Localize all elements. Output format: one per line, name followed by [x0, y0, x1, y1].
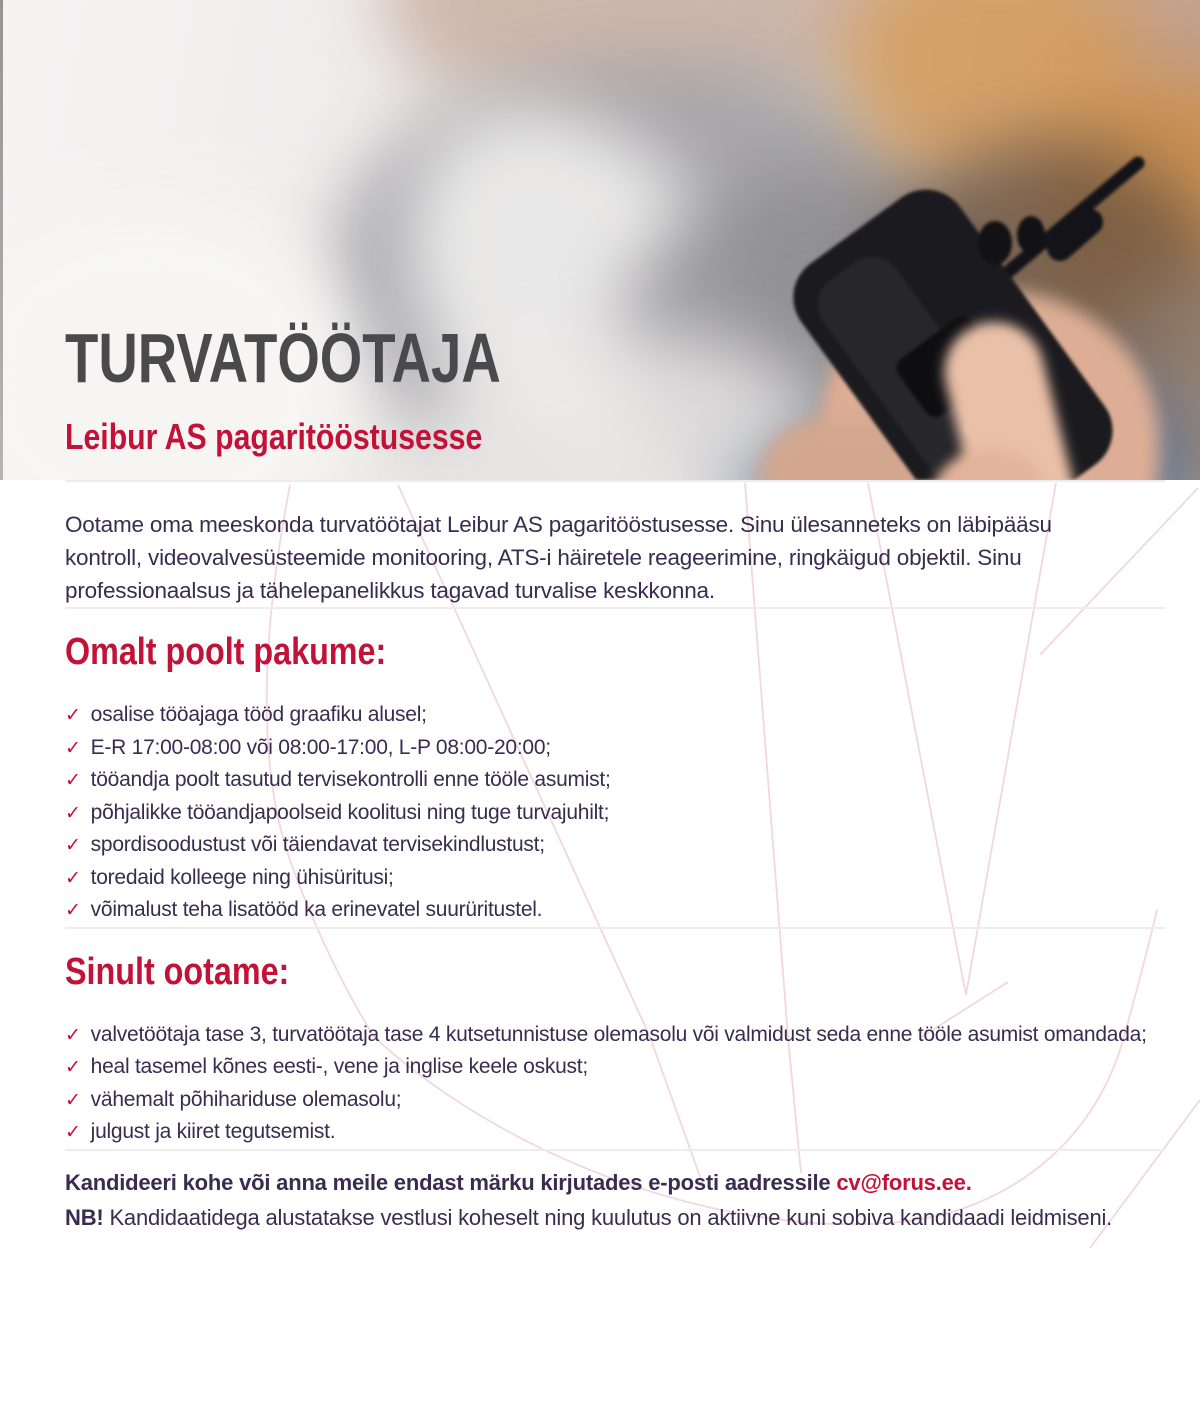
- section-divider: [65, 607, 1165, 609]
- list-item-text: tööandja poolt tasutud tervisekontrolli enne tööle asumist;: [90, 768, 611, 791]
- list-item: [65, 764, 1165, 797]
- intro-paragraph: [65, 508, 1165, 607]
- requirements-list: [65, 1019, 1165, 1149]
- check-icon: ✓: [65, 1024, 81, 1046]
- list-item-text: heal tasemel kõnes eesti-, vene ja inglise keele oskust;: [90, 1055, 588, 1078]
- page-subtitle: Leibur AS pagaritööstusesse: [65, 416, 483, 457]
- check-icon: ✓: [65, 802, 81, 824]
- check-icon: ✓: [65, 867, 81, 889]
- intro-line: professionaalsus ja tähelepanelikkus tagavad turvalise keskkonna.: [65, 578, 715, 603]
- list-item: [65, 862, 1165, 895]
- list-item-text: julgust ja kiiret tegutsemist.: [90, 1120, 336, 1143]
- check-icon: ✓: [65, 900, 81, 921]
- section-divider: [65, 480, 1165, 482]
- nb-text: Kandidaatidega alustatakse vestlusi koheselt ning kuulutus on aktiivne kuni sobiva kandidaadi leidmiseni.: [109, 1204, 1113, 1230]
- list-item-text: vähemalt põhihariduse olemasolu;: [90, 1087, 402, 1111]
- list-item: [65, 699, 1165, 732]
- section-heading-requirements: Sinult ootame:: [65, 950, 290, 993]
- hero-banner: [0, 0, 1200, 480]
- list-item-text: E-R 17:00-08:00 või 08:00-17:00, L-P 08:00-20:00;: [90, 735, 551, 759]
- list-item: [65, 829, 1165, 862]
- check-icon: ✓: [65, 1122, 81, 1143]
- check-icon: ✓: [65, 1089, 81, 1111]
- check-icon: ✓: [65, 737, 81, 759]
- application-footer: [65, 1168, 1165, 1233]
- list-item-text: põhjalikke tööandjapoolseid koolitusi ning tuge turvajuhilt;: [90, 800, 610, 824]
- list-item: [65, 1051, 1165, 1084]
- section-requirements: [65, 950, 1165, 1149]
- check-icon: ✓: [65, 835, 81, 856]
- apply-line: [65, 1168, 1165, 1198]
- job-posting-body: [0, 480, 1200, 1233]
- section-divider: [65, 927, 1165, 929]
- list-item: [65, 732, 1165, 765]
- intro-line: kontroll, videovalvesüsteemide monitooring, ATS-i häiretele reageerimine, ringkäigud objektil. Sinu: [65, 545, 1022, 570]
- nb-line: [65, 1203, 1165, 1233]
- walkie-talkie-photo: [0, 0, 1200, 480]
- list-item: [65, 1019, 1165, 1052]
- list-item: [65, 1084, 1165, 1117]
- list-item: [65, 1116, 1165, 1149]
- intro-line: Ootame oma meeskonda turvatöötajat Leibur AS pagaritööstusesse. Sinu ülesanneteks on läbipääsu: [65, 512, 1052, 537]
- section-heading-offer: Omalt poolt pakume:: [65, 631, 387, 673]
- list-item-text: osalise tööajaga tööd graafiku alusel;: [90, 703, 427, 726]
- list-item-text: võimalust teha lisatööd ka erinevatel suurüritustel.: [90, 898, 543, 921]
- list-item: [65, 797, 1165, 830]
- check-icon: ✓: [65, 770, 81, 791]
- list-item-text: valvetöötaja tase 3, turvatöötaja tase 4 kutsetunnistuse olemasolu või valmidust seda enne tööle asumist omandada;: [90, 1022, 1147, 1046]
- apply-text: Kandideeri kohe või anna meile endast märku kirjutades e-posti aadressile: [65, 1169, 831, 1195]
- list-item-text: spordisoodustust või täiendavat tervisekindlustust;: [90, 833, 545, 856]
- section-divider: [65, 1149, 1165, 1151]
- email-link[interactable]: cv@forus.ee.: [836, 1169, 972, 1195]
- left-edge-line: [0, 0, 3, 480]
- section-offer: [65, 630, 1165, 927]
- list-item: [65, 894, 1165, 927]
- nb-label: NB!: [65, 1204, 104, 1230]
- check-icon: ✓: [65, 1057, 81, 1078]
- check-icon: ✓: [65, 705, 81, 726]
- list-item-text: toredaid kolleege ning ühisüritusi;: [90, 865, 394, 889]
- offer-list: [65, 699, 1165, 927]
- page-title: TURVATÖÖTAJA: [65, 319, 501, 397]
